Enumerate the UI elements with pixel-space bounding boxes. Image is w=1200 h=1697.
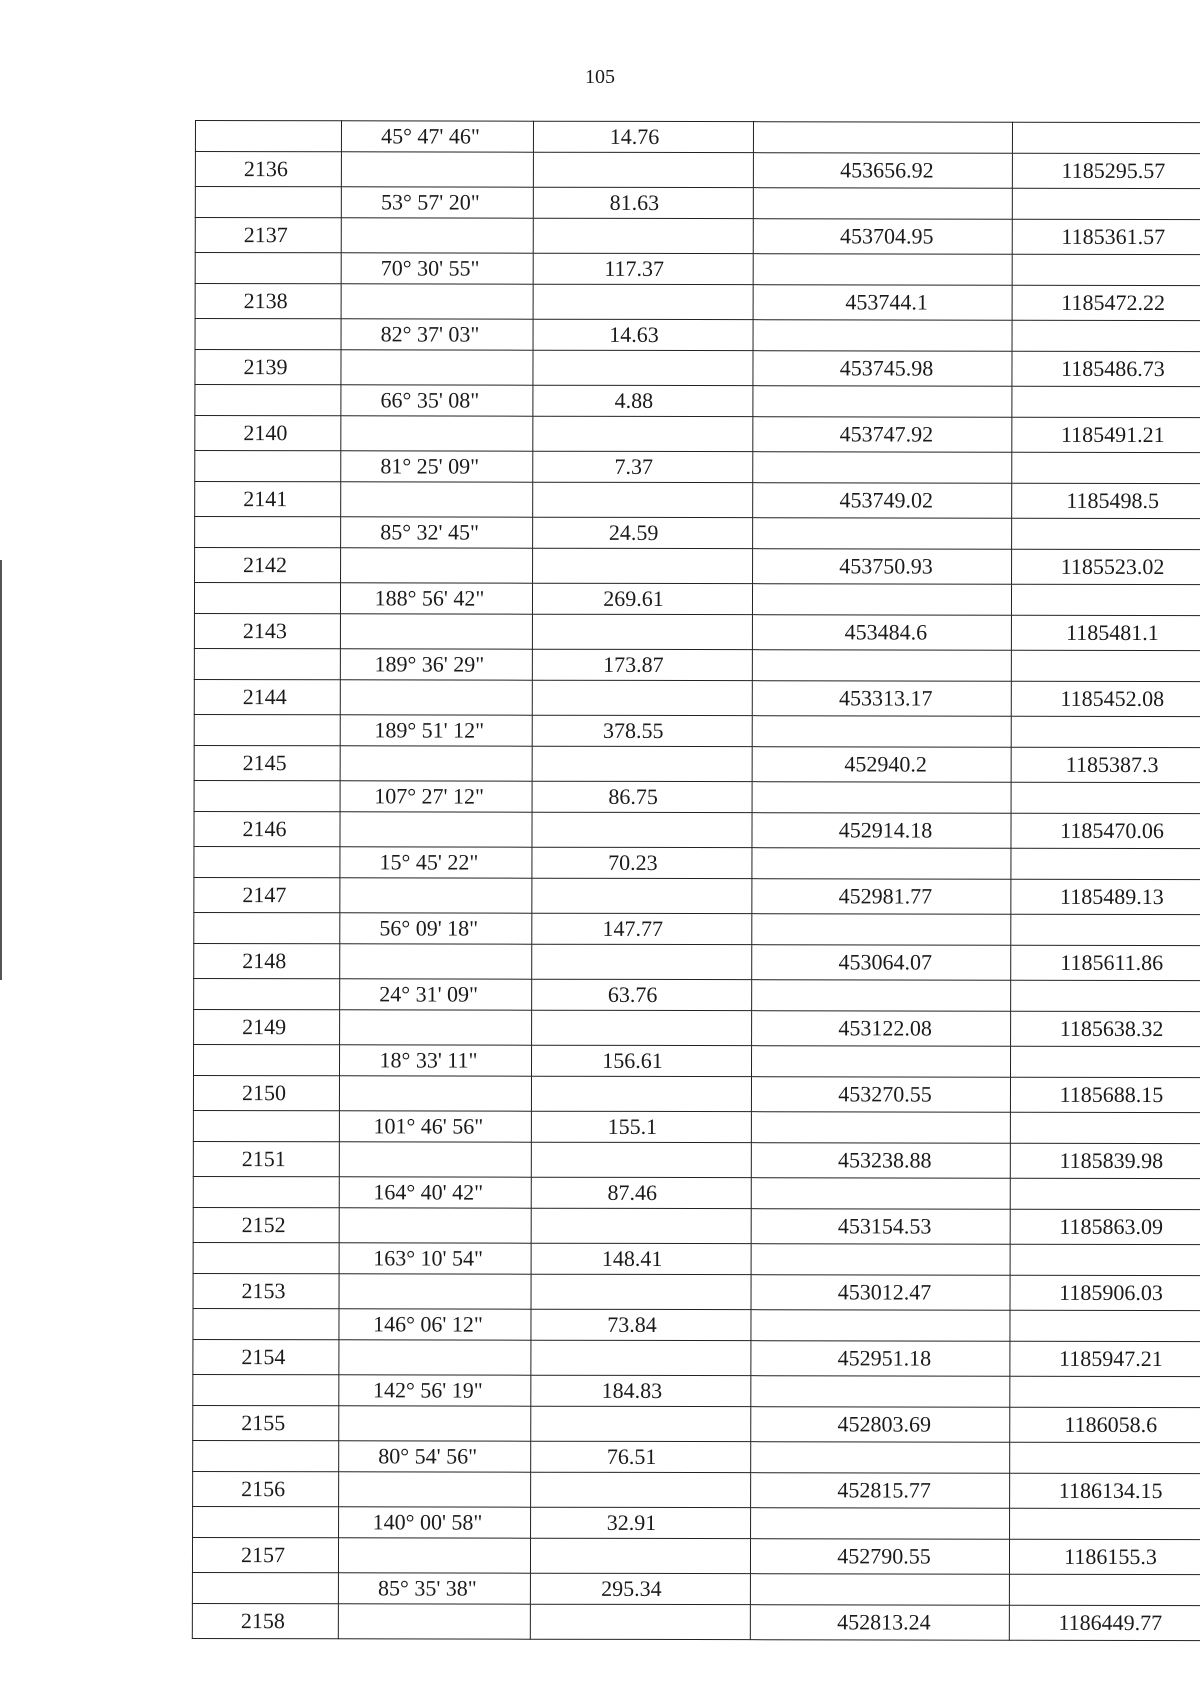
- bearing-cell: [339, 1076, 531, 1111]
- station-cell: [193, 1176, 339, 1207]
- distance-cell: 378.55: [532, 715, 752, 746]
- northing-cell: [751, 1046, 1010, 1078]
- distance-cell: [532, 944, 752, 979]
- station-cell: 2157: [192, 1537, 338, 1572]
- traverse-table-body: [192, 121, 1200, 1641]
- easting-cell: [1011, 848, 1200, 879]
- distance-cell: [531, 1472, 751, 1507]
- distance-cell: [533, 152, 753, 187]
- easting-cell: 1185295.57: [1012, 153, 1200, 188]
- distance-cell: [533, 284, 753, 319]
- station-cell: 2148: [194, 943, 340, 978]
- station-cell: [194, 780, 340, 811]
- station-cell: [194, 583, 340, 614]
- northing-cell: [752, 584, 1011, 616]
- distance-cell: [533, 548, 753, 583]
- distance-cell: 7.37: [533, 451, 753, 482]
- northing-cell: [753, 254, 1012, 286]
- station-cell: 2153: [193, 1273, 339, 1308]
- distance-cell: [531, 1076, 751, 1111]
- easting-cell: 1185523.02: [1012, 549, 1200, 584]
- easting-cell: [1012, 122, 1200, 153]
- station-row: [193, 1273, 1200, 1310]
- distance-cell: [531, 1142, 751, 1177]
- northing-cell: 453064.07: [752, 945, 1011, 981]
- easting-cell: 1185498.5: [1012, 483, 1200, 518]
- northing-cell: 453749.02: [753, 483, 1012, 519]
- northing-cell: [751, 1178, 1010, 1210]
- easting-cell: 1185387.3: [1011, 747, 1200, 782]
- bearing-cell: 101° 46' 56": [339, 1111, 531, 1142]
- distance-cell: [530, 1604, 750, 1639]
- northing-cell: [752, 650, 1011, 682]
- northing-cell: [752, 782, 1011, 814]
- leg-row: [194, 846, 1200, 879]
- distance-cell: 155.1: [531, 1111, 751, 1142]
- station-cell: [194, 846, 340, 877]
- bearing-cell: [339, 1340, 531, 1375]
- bearing-cell: 188° 56' 42": [340, 583, 532, 614]
- distance-cell: 148.41: [531, 1243, 751, 1274]
- station-cell: 2143: [194, 613, 340, 648]
- easting-cell: [1010, 1310, 1200, 1341]
- distance-cell: [531, 1406, 751, 1441]
- station-cell: [193, 1440, 339, 1471]
- distance-cell: 14.63: [533, 319, 753, 350]
- easting-cell: [1010, 1178, 1200, 1209]
- leg-row: [195, 121, 1200, 154]
- distance-cell: [533, 218, 753, 253]
- distance-cell: 24.59: [533, 517, 753, 548]
- station-cell: [195, 319, 341, 350]
- distance-cell: 184.83: [531, 1375, 751, 1406]
- distance-cell: 269.61: [532, 583, 752, 614]
- distance-cell: 76.51: [531, 1441, 751, 1472]
- bearing-cell: [341, 284, 533, 319]
- northing-cell: [752, 914, 1011, 946]
- distance-cell: [531, 1274, 751, 1309]
- bearing-cell: [340, 746, 532, 781]
- bearing-cell: [339, 1274, 531, 1309]
- station-cell: 2150: [193, 1075, 339, 1110]
- bearing-cell: [339, 1406, 531, 1441]
- leg-row: [193, 1308, 1200, 1341]
- northing-cell: 453656.92: [753, 153, 1012, 189]
- leg-row: [195, 319, 1200, 352]
- distance-cell: 73.84: [531, 1309, 751, 1340]
- bearing-cell: 163° 10' 54": [339, 1243, 531, 1274]
- easting-cell: [1012, 188, 1200, 219]
- bearing-cell: [340, 614, 532, 649]
- bearing-cell: 82° 37' 03": [341, 319, 533, 350]
- easting-cell: 1185839.98: [1010, 1143, 1200, 1178]
- station-row: [193, 1405, 1200, 1442]
- station-row: [194, 1009, 1200, 1046]
- easting-cell: [1010, 1376, 1200, 1407]
- station-cell: [194, 978, 340, 1009]
- station-row: [195, 284, 1200, 321]
- station-cell: [195, 121, 341, 152]
- station-row: [194, 811, 1200, 848]
- bearing-cell: [339, 1142, 531, 1177]
- northing-cell: [751, 1310, 1010, 1342]
- station-cell: 2146: [194, 811, 340, 846]
- station-cell: [194, 912, 340, 943]
- northing-cell: 453012.47: [751, 1275, 1010, 1311]
- northing-cell: [751, 1508, 1010, 1540]
- northing-cell: 453484.6: [752, 615, 1011, 651]
- bearing-cell: [340, 878, 532, 913]
- station-cell: 2137: [195, 218, 341, 253]
- bearing-cell: [341, 548, 533, 583]
- northing-cell: [753, 320, 1012, 352]
- easting-cell: 1185452.08: [1011, 681, 1200, 716]
- station-row: [194, 613, 1200, 650]
- leg-row: [195, 187, 1200, 220]
- easting-cell: [1011, 782, 1200, 813]
- station-row: [194, 679, 1200, 716]
- easting-cell: 1186134.15: [1010, 1473, 1200, 1508]
- station-row: [193, 1075, 1200, 1112]
- bearing-cell: 164° 40' 42": [339, 1177, 531, 1208]
- easting-cell: [1012, 320, 1200, 351]
- easting-cell: [1009, 1574, 1200, 1605]
- station-cell: 2155: [193, 1405, 339, 1440]
- bearing-cell: [340, 812, 532, 847]
- northing-cell: [753, 452, 1012, 484]
- easting-cell: [1010, 1508, 1200, 1539]
- distance-cell: 4.88: [533, 385, 753, 416]
- leg-row: [193, 1506, 1200, 1539]
- bearing-cell: [338, 1538, 530, 1573]
- bearing-cell: 107° 27' 12": [340, 781, 532, 812]
- bearing-cell: 189° 36' 29": [340, 649, 532, 680]
- easting-cell: [1010, 1244, 1200, 1275]
- northing-cell: 452815.77: [751, 1473, 1010, 1509]
- leg-row: [194, 583, 1200, 616]
- bearing-cell: 70° 30' 55": [341, 253, 533, 284]
- bearing-cell: 85° 32' 45": [341, 517, 533, 548]
- distance-cell: 32.91: [531, 1507, 751, 1538]
- leg-row: [194, 780, 1200, 813]
- leg-row: [192, 1572, 1200, 1605]
- station-cell: 2152: [193, 1207, 339, 1242]
- leg-row: [195, 451, 1200, 484]
- station-cell: 2141: [195, 482, 341, 517]
- leg-row: [195, 385, 1200, 418]
- northing-cell: 453745.98: [753, 351, 1012, 387]
- easting-cell: [1010, 1442, 1200, 1473]
- station-cell: 2145: [194, 745, 340, 780]
- station-row: [194, 943, 1200, 980]
- station-row: [193, 1207, 1200, 1244]
- bearing-cell: 66° 35' 08": [341, 385, 533, 416]
- distance-cell: 156.61: [531, 1045, 751, 1076]
- station-row: [192, 1603, 1200, 1640]
- northing-cell: 453747.92: [753, 417, 1012, 453]
- distance-cell: [532, 680, 752, 715]
- bearing-cell: [341, 152, 533, 187]
- station-cell: 2136: [195, 152, 341, 187]
- bearing-cell: 140° 00' 58": [339, 1507, 531, 1538]
- leg-row: [194, 648, 1200, 681]
- northing-cell: 452940.2: [752, 747, 1011, 783]
- northing-cell: 452981.77: [752, 879, 1011, 915]
- station-row: [194, 745, 1200, 782]
- easting-cell: 1185863.09: [1010, 1209, 1200, 1244]
- easting-cell: [1010, 1046, 1200, 1077]
- northing-cell: [751, 1112, 1010, 1144]
- station-cell: [193, 1506, 339, 1537]
- distance-cell: [533, 416, 753, 451]
- northing-cell: 452813.24: [750, 1605, 1009, 1641]
- northing-cell: [752, 716, 1011, 748]
- station-cell: 2138: [195, 284, 341, 319]
- station-cell: 2149: [194, 1009, 340, 1044]
- distance-cell: 147.77: [532, 913, 752, 944]
- station-row: [195, 548, 1200, 585]
- station-cell: 2144: [194, 679, 340, 714]
- northing-cell: [752, 980, 1011, 1012]
- easting-cell: [1011, 584, 1200, 615]
- easting-cell: [1011, 914, 1200, 945]
- bearing-cell: 24° 31' 09": [340, 979, 532, 1010]
- bearing-cell: [339, 1208, 531, 1243]
- bearing-cell: [341, 218, 533, 253]
- bearing-cell: 15° 45' 22": [340, 847, 532, 878]
- distance-cell: [533, 482, 753, 517]
- station-row: [194, 877, 1200, 914]
- distance-cell: [532, 812, 752, 847]
- distance-cell: [530, 1538, 750, 1573]
- northing-cell: 453122.08: [752, 1011, 1011, 1047]
- station-row: [195, 350, 1200, 387]
- bearing-cell: 80° 54' 56": [339, 1441, 531, 1472]
- easting-cell: 1186058.6: [1010, 1407, 1200, 1442]
- bearing-cell: [340, 680, 532, 715]
- easting-cell: 1185688.15: [1010, 1077, 1200, 1112]
- leg-row: [195, 253, 1200, 286]
- easting-cell: 1185472.22: [1012, 285, 1200, 320]
- leg-row: [193, 1044, 1200, 1077]
- traverse-table: [192, 120, 1200, 1641]
- easting-cell: [1011, 650, 1200, 681]
- northing-cell: 453313.17: [752, 681, 1011, 717]
- northing-cell: 453750.93: [753, 549, 1012, 585]
- easting-cell: 1185638.32: [1011, 1011, 1200, 1046]
- northing-cell: 452914.18: [752, 813, 1011, 849]
- leg-row: [194, 912, 1200, 945]
- station-row: [193, 1339, 1200, 1376]
- station-cell: 2154: [193, 1339, 339, 1374]
- scan-edge-mark: [0, 560, 2, 980]
- station-row: [195, 152, 1200, 189]
- bearing-cell: [340, 944, 532, 979]
- station-cell: 2142: [195, 548, 341, 583]
- easting-cell: [1011, 980, 1200, 1011]
- easting-cell: [1012, 386, 1200, 417]
- easting-cell: [1011, 716, 1200, 747]
- station-row: [192, 1537, 1200, 1574]
- station-row: [193, 1141, 1200, 1178]
- northing-cell: 453238.88: [751, 1143, 1010, 1179]
- distance-cell: 70.23: [532, 847, 752, 878]
- station-cell: [195, 517, 341, 548]
- leg-row: [194, 714, 1200, 747]
- station-cell: 2158: [192, 1603, 338, 1638]
- easting-cell: [1012, 452, 1200, 483]
- station-cell: [195, 385, 341, 416]
- station-cell: [193, 1110, 339, 1141]
- station-cell: 2147: [194, 877, 340, 912]
- station-row: [195, 218, 1200, 255]
- northing-cell: 453270.55: [751, 1077, 1010, 1113]
- page-number: 105: [585, 66, 615, 88]
- northing-cell: [753, 188, 1012, 220]
- northing-cell: 453154.53: [751, 1209, 1010, 1245]
- bearing-cell: [340, 1010, 532, 1045]
- leg-row: [193, 1176, 1200, 1209]
- bearing-cell: [341, 350, 533, 385]
- easting-cell: 1185947.21: [1010, 1341, 1200, 1376]
- distance-cell: 117.37: [533, 253, 753, 284]
- northing-cell: [753, 122, 1012, 154]
- northing-cell: 453744.1: [753, 285, 1012, 321]
- distance-cell: 63.76: [532, 979, 752, 1010]
- station-cell: [193, 1242, 339, 1273]
- easting-cell: 1186155.3: [1009, 1539, 1200, 1574]
- easting-cell: 1185486.73: [1012, 351, 1200, 386]
- leg-row: [193, 1440, 1200, 1473]
- northing-cell: [751, 1244, 1010, 1276]
- easting-cell: [1010, 1112, 1200, 1143]
- northing-cell: [753, 518, 1012, 550]
- distance-cell: [532, 746, 752, 781]
- leg-row: [193, 1242, 1200, 1275]
- northing-cell: 452790.55: [750, 1539, 1009, 1575]
- station-row: [195, 416, 1200, 453]
- station-cell: 2140: [195, 416, 341, 451]
- bearing-cell: 45° 47' 46": [341, 121, 533, 152]
- distance-cell: [532, 878, 752, 913]
- station-cell: 2156: [193, 1471, 339, 1506]
- bearing-cell: 18° 33' 11": [339, 1045, 531, 1076]
- easting-cell: 1186449.77: [1009, 1605, 1200, 1640]
- station-cell: [193, 1308, 339, 1339]
- station-cell: [193, 1044, 339, 1075]
- northing-cell: 452803.69: [751, 1407, 1010, 1443]
- bearing-cell: 85° 35' 38": [338, 1573, 530, 1604]
- bearing-cell: [339, 1472, 531, 1507]
- leg-row: [193, 1374, 1200, 1407]
- easting-cell: 1185906.03: [1010, 1275, 1200, 1310]
- bearing-cell: [338, 1604, 530, 1639]
- easting-cell: 1185361.57: [1012, 219, 1200, 254]
- distance-cell: 86.75: [532, 781, 752, 812]
- leg-row: [194, 978, 1200, 1011]
- bearing-cell: 189° 51' 12": [340, 715, 532, 746]
- easting-cell: [1012, 518, 1200, 549]
- easting-cell: 1185611.86: [1011, 945, 1200, 980]
- bearing-cell: 56° 09' 18": [340, 913, 532, 944]
- distance-cell: 81.63: [533, 187, 753, 218]
- station-cell: 2139: [195, 350, 341, 385]
- northing-cell: [750, 1574, 1009, 1606]
- distance-cell: 295.34: [530, 1573, 750, 1604]
- station-cell: [193, 1374, 339, 1405]
- easting-cell: 1185481.1: [1011, 615, 1200, 650]
- northing-cell: [752, 848, 1011, 880]
- distance-cell: 87.46: [531, 1177, 751, 1208]
- easting-cell: 1185470.06: [1011, 813, 1200, 848]
- distance-cell: [531, 1340, 751, 1375]
- bearing-cell: [341, 416, 533, 451]
- station-cell: [195, 253, 341, 284]
- leg-row: [195, 517, 1200, 550]
- distance-cell: [533, 350, 753, 385]
- easting-cell: [1012, 254, 1200, 285]
- northing-cell: 452951.18: [751, 1341, 1010, 1377]
- northing-cell: [751, 1376, 1010, 1408]
- station-cell: [194, 648, 340, 679]
- northing-cell: [751, 1442, 1010, 1474]
- distance-cell: [531, 1208, 751, 1243]
- station-row: [195, 482, 1200, 519]
- bearing-cell: 53° 57' 20": [341, 187, 533, 218]
- station-cell: 2151: [193, 1141, 339, 1176]
- distance-cell: 14.76: [533, 121, 753, 152]
- bearing-cell: 146° 06' 12": [339, 1309, 531, 1340]
- northing-cell: 453704.95: [753, 219, 1012, 255]
- bearing-cell: [341, 482, 533, 517]
- station-cell: [195, 451, 341, 482]
- easting-cell: 1185489.13: [1011, 879, 1200, 914]
- easting-cell: 1185491.21: [1012, 417, 1200, 452]
- bearing-cell: 142° 56' 19": [339, 1375, 531, 1406]
- distance-cell: [532, 1010, 752, 1045]
- station-cell: [192, 1572, 338, 1603]
- station-row: [193, 1471, 1200, 1508]
- station-cell: [195, 187, 341, 218]
- leg-row: [193, 1110, 1200, 1143]
- distance-cell: [532, 614, 752, 649]
- bearing-cell: 81° 25' 09": [341, 451, 533, 482]
- distance-cell: 173.87: [532, 649, 752, 680]
- station-cell: [194, 714, 340, 745]
- northing-cell: [753, 386, 1012, 418]
